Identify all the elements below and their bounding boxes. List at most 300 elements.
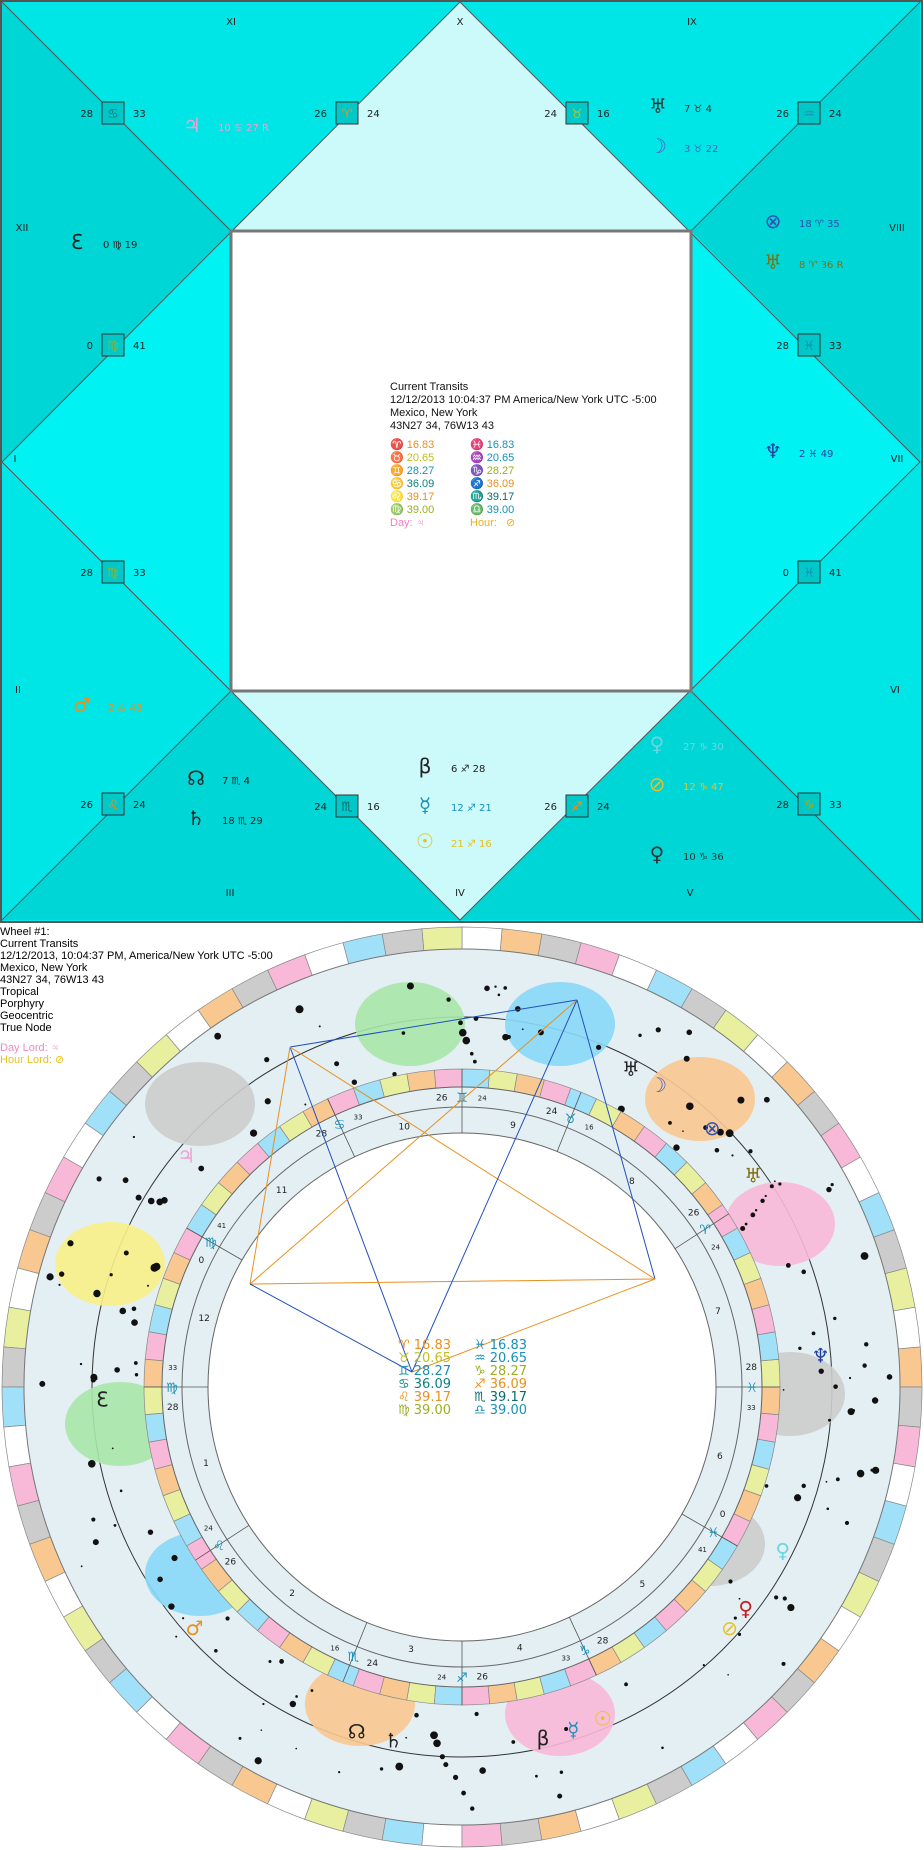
cusp-sign-icon: ♐ bbox=[571, 800, 583, 815]
house-number: 2 bbox=[289, 1589, 296, 1600]
house-numeral: II bbox=[15, 685, 21, 696]
inner-circle bbox=[208, 1133, 716, 1641]
element-value-left: ♌ 39.17 bbox=[398, 1390, 452, 1405]
star bbox=[726, 1129, 734, 1137]
house-numeral: IV bbox=[455, 888, 465, 899]
star bbox=[833, 1317, 836, 1320]
star bbox=[296, 1005, 304, 1013]
star bbox=[123, 1177, 129, 1183]
planet-icon: ⊘ bbox=[721, 1615, 738, 1640]
sign-ring-segment bbox=[462, 1069, 490, 1088]
star bbox=[250, 1130, 257, 1137]
planet-icon: ☉ bbox=[593, 1706, 612, 1731]
sign-ring-segment bbox=[761, 1359, 780, 1387]
wheel-info-line: Tropical bbox=[0, 986, 39, 998]
star bbox=[826, 1187, 831, 1192]
cusp-minute: 33 bbox=[829, 800, 842, 811]
cusp-degree: 28 bbox=[776, 341, 789, 352]
house-numeral: IX bbox=[687, 17, 697, 28]
element-row bbox=[390, 452, 657, 465]
star bbox=[93, 1290, 100, 1297]
star bbox=[745, 1223, 748, 1226]
star bbox=[845, 1521, 849, 1525]
cusp-sign-icon: ♑ bbox=[803, 798, 815, 813]
cusp-degree: 24 bbox=[544, 109, 557, 120]
wheel-info-line: True Node bbox=[0, 1022, 52, 1034]
star bbox=[661, 1746, 664, 1749]
star bbox=[774, 1595, 778, 1599]
cusp-degree: 26 bbox=[687, 1208, 700, 1219]
planet-position: 7 ♏ 4 bbox=[222, 776, 251, 787]
outer-ring-segment bbox=[422, 927, 462, 951]
hour-glyph: ⊘ bbox=[506, 517, 516, 529]
element-row bbox=[390, 439, 657, 452]
cusp-sign-icon: ♍ bbox=[166, 1381, 178, 1396]
star bbox=[462, 1037, 470, 1045]
star bbox=[338, 1771, 340, 1773]
outer-ring-segment bbox=[898, 1387, 922, 1427]
star bbox=[479, 1767, 486, 1774]
element-value-left: ♍ 39.00 bbox=[398, 1403, 452, 1418]
house-number: 10 bbox=[398, 1122, 410, 1133]
star bbox=[812, 1331, 816, 1335]
planet-icon: ⊗ bbox=[703, 1116, 721, 1141]
house-number: 9 bbox=[510, 1120, 516, 1131]
sign-ring-segment bbox=[434, 1686, 462, 1705]
star bbox=[740, 1226, 745, 1231]
cusp-minute: 24 bbox=[829, 109, 842, 120]
cusp-degree: 0 bbox=[198, 1255, 205, 1266]
star bbox=[265, 1098, 271, 1104]
star bbox=[407, 982, 414, 989]
cusp-minute: 33 bbox=[561, 1654, 571, 1663]
planet-position: 7 ♉ 4 bbox=[684, 104, 713, 115]
cusp-minute: 33 bbox=[829, 341, 842, 352]
house-number: 8 bbox=[628, 1176, 635, 1187]
planet-icon: ♅ bbox=[622, 1057, 640, 1082]
star bbox=[453, 1775, 458, 1780]
star bbox=[507, 1035, 511, 1039]
cusp-degree: 28 bbox=[80, 568, 93, 579]
planet-icon: ♂ bbox=[73, 693, 91, 717]
center-title: Current Transits bbox=[390, 381, 469, 393]
cusp-degree: 28 bbox=[315, 1129, 328, 1140]
star bbox=[334, 1061, 339, 1066]
house-numeral: XII bbox=[15, 223, 29, 234]
element-value-right: ♑ 28.27 bbox=[470, 465, 515, 477]
cusp-sign-icon: ♓ bbox=[803, 566, 815, 581]
planet-position: 18 ♏ 29 bbox=[222, 816, 263, 827]
cusp-minute: 41 bbox=[697, 1546, 707, 1555]
outer-ring-segment bbox=[422, 1823, 462, 1847]
star bbox=[737, 1097, 744, 1104]
planet-icon: ♄ bbox=[384, 1728, 403, 1753]
star bbox=[238, 1737, 241, 1740]
star bbox=[764, 1097, 770, 1103]
star bbox=[782, 1662, 786, 1666]
element-value-left: ♌ 39.17 bbox=[390, 491, 435, 503]
star bbox=[114, 1524, 117, 1527]
zodiac-wheel bbox=[0, 924, 924, 1850]
planet-icon: ♆ bbox=[811, 1343, 830, 1368]
cusp-sign-icon: ♌ bbox=[107, 798, 119, 813]
center-info bbox=[390, 381, 657, 530]
cusp-degree: 28 bbox=[596, 1636, 609, 1647]
cusp-degree: 26 bbox=[224, 1557, 237, 1568]
star bbox=[760, 1199, 764, 1203]
star bbox=[148, 1198, 155, 1205]
star bbox=[58, 1284, 60, 1286]
star bbox=[686, 1102, 694, 1110]
star bbox=[295, 1748, 297, 1750]
outer-ring-segment bbox=[2, 1347, 26, 1387]
cusp-degree: 26 bbox=[776, 109, 789, 120]
star bbox=[494, 985, 496, 987]
star bbox=[715, 1148, 720, 1153]
star bbox=[538, 1029, 544, 1035]
house-numeral: VIII bbox=[889, 223, 905, 234]
star bbox=[861, 1252, 869, 1260]
element-value-left: ♉ 20.65 bbox=[390, 452, 435, 464]
cusp-degree: 24 bbox=[545, 1107, 558, 1118]
star bbox=[826, 1507, 829, 1510]
house-number: 12 bbox=[198, 1313, 210, 1324]
star bbox=[459, 1029, 467, 1037]
element-value-left: ♋ 36.09 bbox=[398, 1377, 452, 1392]
element-value-right: ♐ 36.09 bbox=[470, 478, 515, 490]
house-number: 4 bbox=[516, 1643, 523, 1654]
planet-icon: β bbox=[536, 1725, 550, 1750]
cusp-sign-icon: ♋ bbox=[333, 1118, 346, 1134]
day-glyph: ♃ bbox=[416, 517, 425, 529]
planet-icon: ☊ bbox=[347, 1719, 366, 1744]
star bbox=[857, 1470, 865, 1478]
cusp-minute: 24 bbox=[437, 1673, 447, 1682]
star bbox=[290, 1701, 296, 1707]
cusp-sign-icon: ♏ bbox=[347, 1649, 360, 1665]
planet-icon: ♀ bbox=[738, 1596, 754, 1621]
planet-position: 18 ♈ 35 bbox=[799, 219, 840, 230]
element-value-left: ♊ 28.27 bbox=[390, 465, 435, 477]
planet-position: 12 ♑ 47 bbox=[683, 782, 724, 793]
hour-label: Hour: bbox=[470, 517, 497, 529]
element-value-right: ♒ 20.65 bbox=[474, 1351, 528, 1366]
star bbox=[304, 1104, 306, 1106]
planet-icon: ♃ bbox=[177, 1143, 196, 1168]
cusp-minute: 33 bbox=[353, 1113, 363, 1122]
outer-ring-segment bbox=[898, 1347, 922, 1387]
star bbox=[93, 1539, 99, 1545]
star bbox=[119, 1308, 126, 1315]
star bbox=[503, 986, 507, 990]
star bbox=[703, 1664, 705, 1666]
star bbox=[484, 986, 490, 992]
constellation-figure bbox=[145, 1062, 255, 1146]
element-row bbox=[390, 465, 657, 478]
house-number: 3 bbox=[408, 1645, 414, 1656]
planet-icon: β bbox=[418, 754, 432, 778]
cusp-degree: 26 bbox=[544, 802, 557, 813]
wheel-info-line: 12/12/2013, 10:04:37 PM, America/New York UTC -5:00 bbox=[0, 950, 273, 962]
planet-icon: ☉ bbox=[416, 829, 434, 853]
element-value-right: ♏ 39.17 bbox=[474, 1390, 528, 1405]
planet-icon: ⊘ bbox=[648, 772, 666, 796]
sign-ring-segment bbox=[144, 1387, 163, 1415]
planet-position: 21 ♐ 16 bbox=[451, 839, 492, 850]
cusp-minute: 24 bbox=[711, 1243, 721, 1252]
constellation-figure bbox=[55, 1222, 165, 1306]
star bbox=[110, 1273, 113, 1276]
star bbox=[279, 1659, 284, 1664]
star bbox=[352, 1080, 357, 1085]
wheel-info-line: Mexico, New York bbox=[0, 962, 88, 974]
cusp-degree: 0 bbox=[719, 1510, 726, 1521]
star bbox=[182, 1617, 184, 1619]
house-number: 6 bbox=[717, 1452, 723, 1463]
star bbox=[395, 1763, 403, 1771]
star bbox=[787, 1604, 794, 1611]
cusp-minute: 16 bbox=[597, 109, 610, 120]
star bbox=[783, 1596, 787, 1600]
star bbox=[872, 1397, 878, 1403]
planet-icon: Ɛ bbox=[70, 230, 84, 254]
element-value-left: ♋ 36.09 bbox=[390, 478, 435, 490]
planet-icon: ♅ bbox=[649, 94, 667, 118]
cusp-sign-icon: ♏ bbox=[341, 800, 353, 815]
planet-icon: ☿ bbox=[567, 1717, 580, 1742]
wheel-info-line: Geocentric bbox=[0, 1010, 54, 1022]
star bbox=[801, 1270, 806, 1275]
star bbox=[171, 1555, 177, 1561]
cusp-minute: 41 bbox=[829, 568, 842, 579]
constellation-figure bbox=[505, 982, 615, 1066]
star bbox=[91, 1517, 95, 1521]
cusp-minute: 33 bbox=[168, 1363, 178, 1372]
cusp-minute: 33 bbox=[746, 1404, 756, 1413]
star bbox=[638, 1034, 641, 1037]
cusp-sign-icon: ♒ bbox=[803, 107, 815, 122]
star bbox=[750, 1213, 755, 1218]
element-value-right: ♓ 16.83 bbox=[474, 1338, 528, 1353]
star bbox=[157, 1577, 163, 1583]
star bbox=[755, 1209, 757, 1211]
star bbox=[786, 1263, 791, 1268]
planet-position: 8 ♈ 36 R bbox=[799, 260, 844, 271]
house-number: 7 bbox=[715, 1307, 721, 1318]
star bbox=[124, 1250, 129, 1255]
cusp-degree: 0 bbox=[782, 568, 789, 579]
cusp-degree: 28 bbox=[745, 1362, 758, 1373]
wheel-info-line: Current Transits bbox=[0, 938, 79, 950]
star bbox=[836, 1477, 840, 1481]
star bbox=[135, 1373, 138, 1376]
star bbox=[522, 1028, 524, 1030]
cusp-minute: 24 bbox=[203, 1524, 213, 1533]
cusp-sign-icon: ♐ bbox=[456, 1671, 468, 1686]
star bbox=[440, 1754, 445, 1759]
star bbox=[88, 1460, 96, 1468]
star bbox=[728, 1579, 732, 1583]
star bbox=[870, 1469, 873, 1472]
cusp-minute: 24 bbox=[597, 802, 610, 813]
star bbox=[225, 1616, 229, 1620]
star bbox=[656, 1027, 661, 1032]
planet-icon: ☽ bbox=[649, 1073, 668, 1098]
center-coords: 43N27 34, 76W13 43 bbox=[390, 420, 494, 432]
cusp-sign-icon: ♉ bbox=[571, 107, 583, 122]
cusp-degree: 24 bbox=[366, 1658, 379, 1669]
star bbox=[778, 1182, 781, 1185]
cusp-sign-icon: ♌ bbox=[212, 1538, 225, 1554]
star bbox=[175, 1636, 177, 1638]
star bbox=[295, 1695, 298, 1698]
cusp-sign-icon: ♊ bbox=[456, 1091, 468, 1106]
outer-ring-segment bbox=[462, 1823, 502, 1847]
star bbox=[828, 1419, 831, 1422]
star bbox=[134, 1361, 138, 1365]
star bbox=[686, 1030, 692, 1036]
planet-icon: ☿ bbox=[418, 793, 432, 817]
cusp-sign-icon: ♓ bbox=[746, 1381, 758, 1396]
star bbox=[684, 1056, 690, 1062]
star bbox=[81, 1565, 83, 1567]
cusp-minute: 24 bbox=[367, 109, 380, 120]
cusp-minute: 41 bbox=[133, 341, 146, 352]
planet-position: 27 ♑ 30 bbox=[683, 742, 724, 753]
house-numeral: I bbox=[13, 454, 17, 465]
star bbox=[748, 1149, 752, 1153]
star bbox=[596, 1045, 601, 1050]
planet-icon: ♅ bbox=[764, 250, 782, 274]
cusp-sign-icon: ♈ bbox=[699, 1223, 712, 1239]
planet-position: 6 ♐ 28 bbox=[451, 764, 486, 775]
cusp-degree: 0 bbox=[86, 341, 93, 352]
star bbox=[261, 1729, 263, 1731]
center-datetime: 12/12/2013 10:04:37 PM America/New York UTC -5:00 bbox=[390, 394, 657, 406]
star bbox=[443, 1762, 448, 1767]
planet-icon: ♀ bbox=[775, 1538, 791, 1563]
element-value-right: ♏ 39.17 bbox=[470, 491, 515, 503]
day-hour-row bbox=[390, 517, 657, 530]
planet-icon: ♀ bbox=[649, 842, 665, 866]
outer-ring-segment bbox=[2, 1387, 26, 1427]
star bbox=[114, 1367, 120, 1373]
star bbox=[831, 1183, 834, 1186]
star bbox=[475, 1712, 479, 1716]
house-numeral: III bbox=[225, 888, 235, 899]
cusp-sign-icon: ♓ bbox=[803, 339, 815, 354]
star bbox=[731, 1154, 733, 1156]
element-row bbox=[390, 491, 657, 504]
star bbox=[198, 1166, 204, 1172]
star bbox=[738, 1633, 741, 1636]
star bbox=[131, 1319, 138, 1326]
star bbox=[783, 1389, 785, 1391]
star bbox=[802, 1484, 806, 1488]
cusp-sign-icon: ♋ bbox=[107, 107, 119, 122]
star bbox=[668, 1121, 672, 1125]
star bbox=[39, 1381, 45, 1387]
house-number: 5 bbox=[639, 1579, 646, 1590]
planet-icon: ☽ bbox=[649, 134, 667, 158]
star bbox=[67, 1240, 73, 1246]
planet-icon: ♃ bbox=[183, 113, 201, 137]
planet-position: 2 ♓ 49 bbox=[799, 449, 834, 460]
star bbox=[682, 1130, 684, 1132]
outer-ring-segment bbox=[462, 927, 502, 951]
star bbox=[59, 1271, 64, 1276]
planet-position: 10 ♋ 27 R bbox=[218, 123, 269, 134]
star bbox=[473, 1060, 477, 1064]
star bbox=[402, 1031, 406, 1035]
cusp-sign-icon: ♑ bbox=[578, 1643, 591, 1659]
star bbox=[560, 1771, 563, 1774]
cusp-minute: 33 bbox=[133, 109, 146, 120]
star bbox=[849, 1377, 851, 1379]
element-row bbox=[390, 478, 657, 491]
cusp-sign-icon: ♓ bbox=[707, 1526, 719, 1541]
cusp-minute: 41 bbox=[217, 1221, 227, 1230]
sign-ring-segment bbox=[434, 1069, 462, 1088]
cusp-sign-icon: ♈ bbox=[341, 107, 353, 122]
cusp-degree: 26 bbox=[314, 109, 327, 120]
day-label: Day: bbox=[390, 517, 413, 529]
element-value-right: ♑ 28.27 bbox=[474, 1364, 528, 1379]
element-value-left: ♊ 28.27 bbox=[398, 1364, 452, 1379]
cusp-minute: 24 bbox=[133, 800, 146, 811]
house-numeral: XI bbox=[226, 17, 236, 28]
element-value-right: ♒ 20.65 bbox=[470, 452, 515, 464]
star bbox=[470, 1052, 474, 1056]
star bbox=[264, 1057, 269, 1062]
planet-icon: Ɛ bbox=[96, 1387, 109, 1412]
star bbox=[819, 1368, 824, 1373]
star bbox=[153, 1263, 161, 1271]
star bbox=[433, 1739, 441, 1747]
star bbox=[148, 1529, 153, 1534]
element-table bbox=[390, 439, 657, 517]
element-row bbox=[390, 504, 657, 517]
star bbox=[214, 1033, 221, 1040]
star bbox=[535, 1775, 538, 1778]
sign-ring-segment bbox=[462, 1686, 490, 1705]
star bbox=[798, 1347, 801, 1350]
star bbox=[833, 1384, 838, 1389]
star bbox=[470, 1806, 474, 1810]
element-value-left: ♉ 20.65 bbox=[398, 1351, 452, 1366]
house-number: 1 bbox=[203, 1458, 209, 1469]
center-place: Mexico, New York bbox=[390, 407, 478, 419]
star bbox=[414, 1713, 419, 1718]
star bbox=[511, 1740, 515, 1744]
element-value-left: ♈ 16.83 bbox=[398, 1338, 452, 1353]
star bbox=[852, 1409, 855, 1412]
star bbox=[136, 1195, 142, 1201]
planet-icon: ♄ bbox=[187, 806, 205, 830]
planet-position: 0 ♍ 19 bbox=[103, 240, 138, 251]
star bbox=[405, 1737, 407, 1739]
star bbox=[319, 1025, 321, 1027]
star bbox=[765, 1195, 767, 1197]
cusp-degree: 26 bbox=[80, 800, 93, 811]
star bbox=[794, 1494, 801, 1501]
star bbox=[147, 1285, 149, 1287]
cusp-degree: 28 bbox=[166, 1403, 179, 1414]
star bbox=[168, 1603, 174, 1609]
cusp-degree: 28 bbox=[80, 109, 93, 120]
cusp-minute: 24 bbox=[477, 1094, 487, 1103]
sign-ring-segment bbox=[761, 1387, 780, 1415]
